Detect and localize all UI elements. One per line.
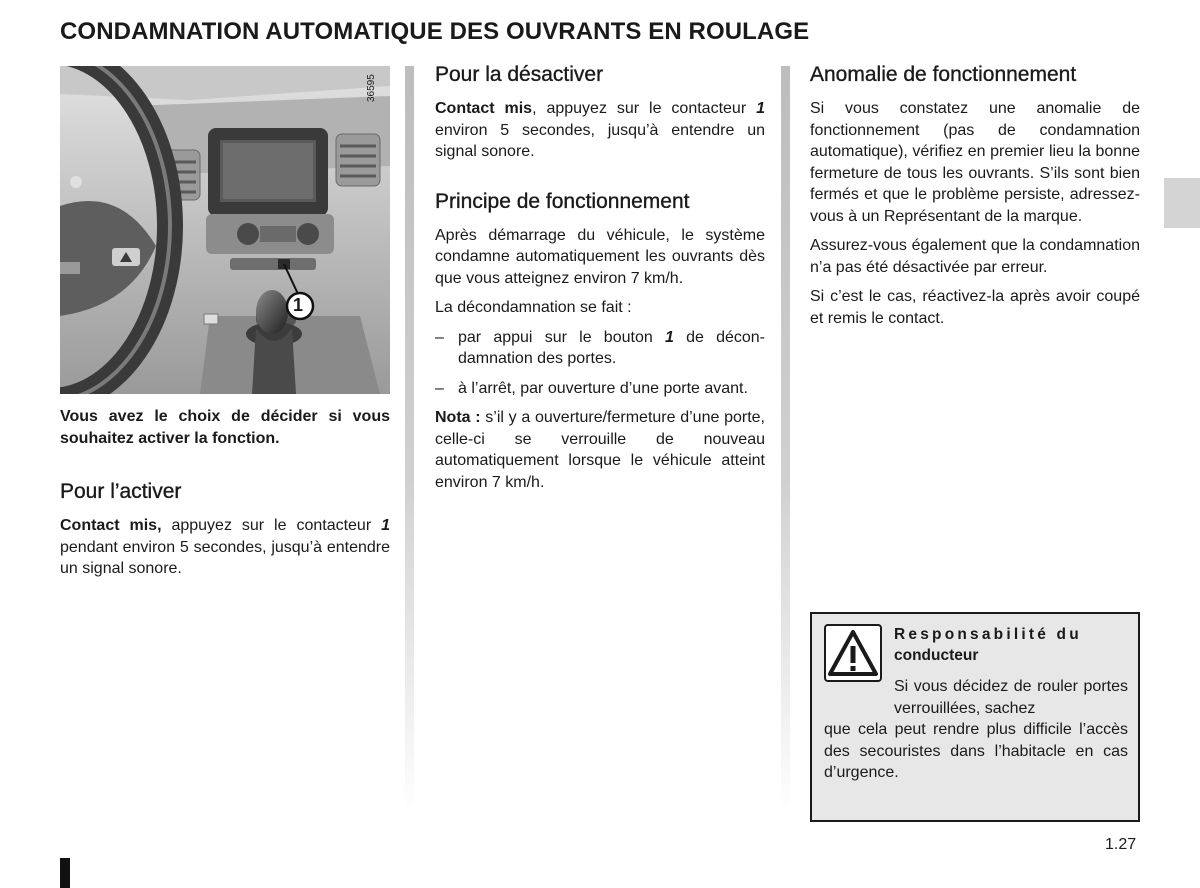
page-title: CONDAMNATION AUTOMATIQUE DES OUVRANTS EN ROULAGE [60, 18, 810, 45]
dashboard-photo [60, 66, 390, 394]
figure-reference-number: 36595 [366, 74, 377, 102]
heading-principe: Principe de fonctionnement [435, 189, 690, 213]
list-text [458, 327, 765, 370]
nota-label: Nota : [435, 409, 481, 426]
bold-lead: Contact mis, [60, 517, 162, 534]
column-divider-left [405, 66, 414, 816]
section-activer [60, 479, 390, 580]
nota-text: s’il y a ouverture/fermeture d’une porte, celle-ci se verrouille de nouveau automatiquement lorsque le véhicule atteint environ 7 km/h. [435, 409, 765, 491]
page-corner-mark [60, 858, 70, 888]
paragraph-desactiver [435, 98, 765, 163]
chapter-tab [1164, 178, 1200, 228]
page-number: 1.27 [1105, 836, 1137, 853]
column-right [810, 62, 1140, 337]
warning-triangle-icon [824, 624, 882, 687]
column-left [60, 62, 390, 588]
text-segment: environ 5 secondes, jusqu’à entendre un signal sonore. [435, 121, 765, 160]
warning-text-1: Si vous décidez de rouler portes verrouillées, sachez [894, 678, 1128, 717]
heading-desactiver: Pour la désactiver [435, 63, 604, 86]
paragraph-principe-2: La décondamnation se fait : [435, 299, 632, 316]
text-segment: pendant environ 5 secondes, jusqu’à entendre un signal sonore. [60, 538, 390, 577]
list-dash: – [435, 379, 444, 397]
list-text: à l’arrêt, par ouverture d’une porte avant. [458, 379, 748, 397]
reference-number: 1 [664, 328, 674, 346]
list-dash: – [435, 328, 444, 346]
dashboard-illustration [60, 66, 390, 394]
paragraph-anomalie-1: Si vous constatez une anomalie de fonctionnement (pas de condamnation automatique), vérifiez en premier lieu la bonne fermeture de tous les ouvrants. S’ils sont bien fermés et que le problème persiste, adressez-vous à un Représentant de la marque. [810, 100, 1140, 225]
paragraph-anomalie-2: Assurez-vous également que la condamnation n’a pas été désactivée par erreur. [810, 237, 1140, 276]
text-segment: par appui sur le bouton [458, 328, 665, 346]
bold-lead: Contact mis [435, 100, 533, 117]
warning-title-line2: conducteur [894, 647, 979, 664]
warning-title [894, 624, 1128, 666]
reference-number: 1 [756, 100, 765, 117]
heading-activer: Pour l’activer [60, 480, 182, 503]
warning-text-2: que cela peut rendre plus difficile l’accès des secouristes dans l’habitacle en cas d’urgence. [824, 721, 1128, 781]
paragraph-activer [60, 515, 390, 580]
warning-box [810, 612, 1140, 822]
text-segment: de décondamnation des portes. [458, 328, 765, 367]
paragraph-principe-1: Après démarrage du véhicule, le système condamne automatiquement les ouvrants dès que vous atteignez environ 7 km/h. [435, 226, 765, 287]
paragraph-nota [435, 407, 765, 493]
figure-caption: Vous avez le choix de décider si vous souhaitez activer la fonction. [60, 408, 390, 447]
heading-anomalie: Anomalie de fonctionnement [810, 63, 1077, 86]
text-segment: appuyez sur le contacteur [161, 517, 382, 534]
paragraph-anomalie-3: Si c’est le cas, réactivez-la après avoir coupé et remis le contact. [810, 288, 1140, 327]
reference-number: 1 [381, 517, 391, 534]
text-segment: , appuyez sur le contacteur [532, 100, 757, 117]
figure-callout-number: 1 [293, 295, 304, 315]
warning-title-line1: Responsabilité du [894, 626, 1082, 643]
column-divider-right [781, 66, 790, 816]
list-item [435, 327, 765, 370]
list-item [435, 378, 765, 400]
column-middle [435, 62, 765, 501]
